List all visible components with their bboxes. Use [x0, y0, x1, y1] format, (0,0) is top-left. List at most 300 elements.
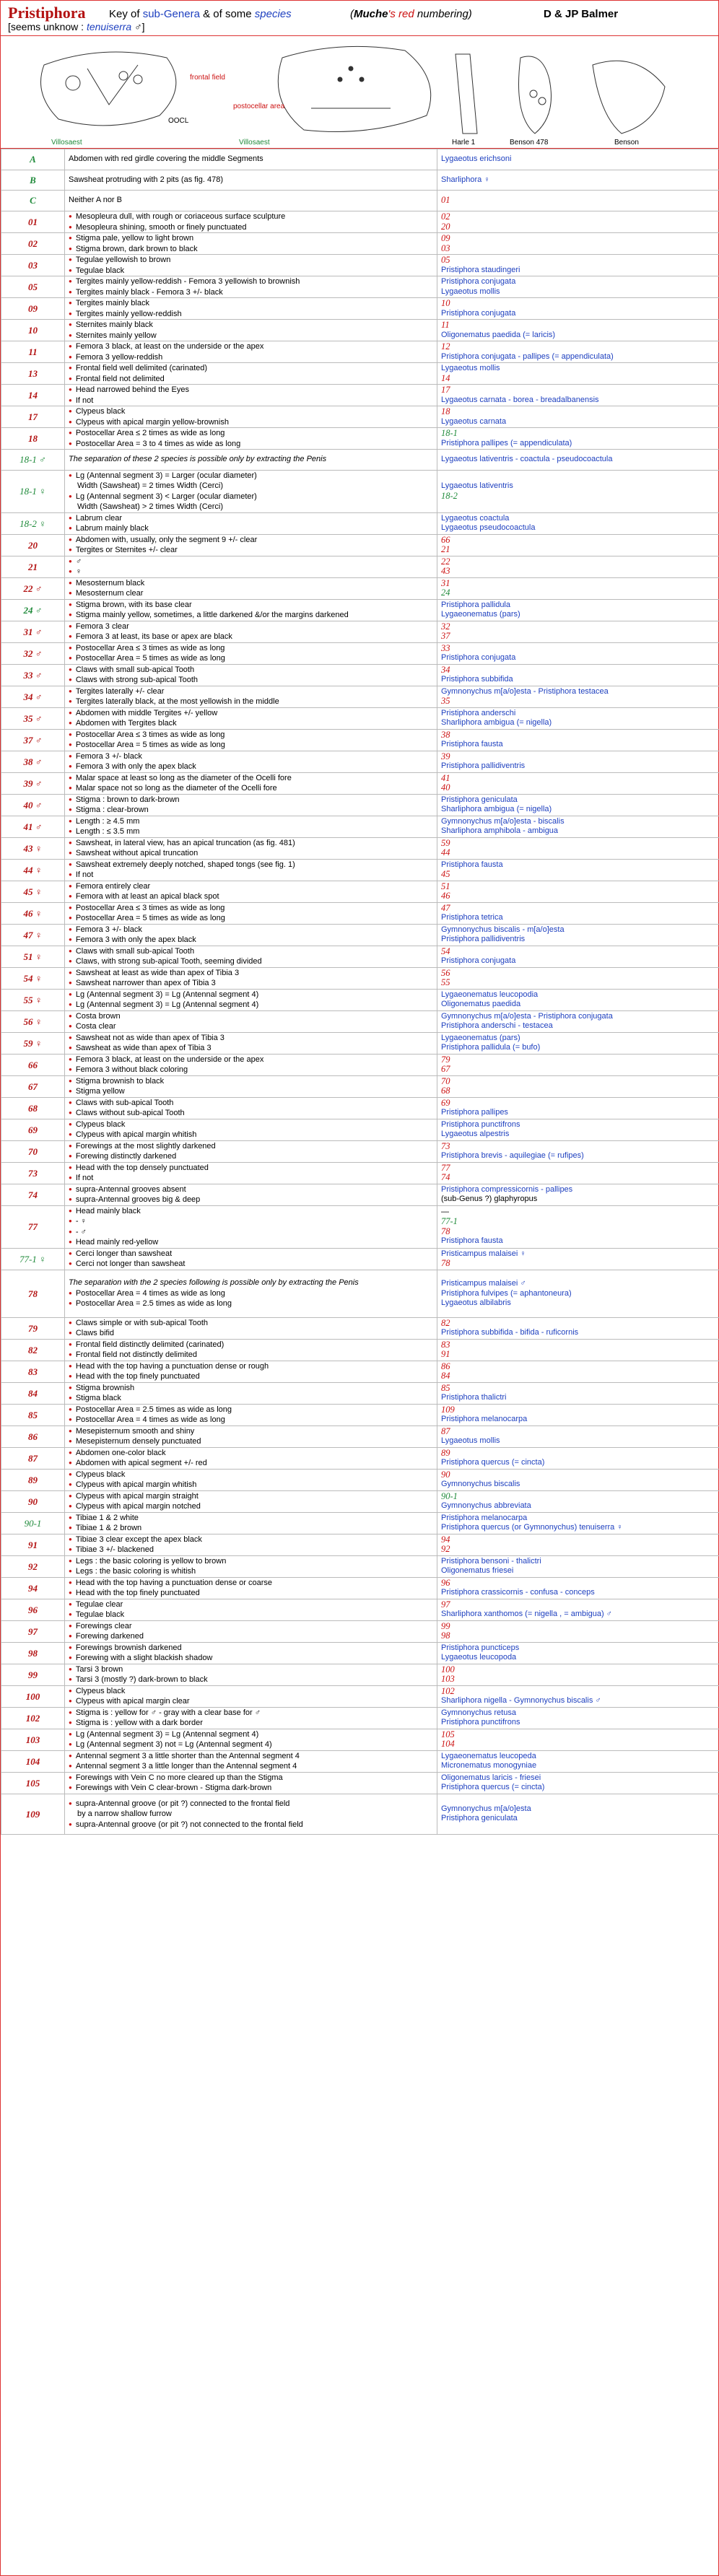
- couplet-link[interactable]: 92: [441, 1544, 450, 1555]
- couplet-lead: ● Lg (Antennal segment 3) = Larger (ocular diameter): [69, 471, 433, 481]
- taxon-name: Lygaeotus lativentris: [441, 481, 513, 491]
- couplet-lead: ● Mesopleura dull, with rough or coriaceous surface sculpture: [69, 211, 433, 222]
- key-row: [1, 1119, 719, 1140]
- couplet-link[interactable]: 91: [441, 1349, 450, 1360]
- couplet-link[interactable]: 34: [441, 664, 450, 675]
- couplet-link[interactable]: 77: [441, 1162, 450, 1173]
- couplet-description: [65, 320, 437, 341]
- couplet-description: [65, 1599, 437, 1620]
- couplet-link[interactable]: 54: [441, 946, 450, 956]
- couplet-lead: ● Tergites laterally black, at the most yellowish in the middle: [69, 697, 433, 707]
- couplet-number: 97: [1, 1620, 65, 1642]
- couplet-number: 18-1 ♂: [1, 450, 65, 471]
- couplet-lead: ● Mesepisternum densely punctuated: [69, 1436, 433, 1447]
- couplet-result: [437, 946, 719, 967]
- label-villosaest-1: Villosaest: [51, 139, 82, 147]
- couplet-lead: ● Head with the top having a punctuation dense or rough: [69, 1361, 433, 1372]
- couplet-result: [437, 450, 719, 471]
- couplet-link[interactable]: 103: [441, 1674, 455, 1685]
- couplet-lead: ● Mesosternum black: [69, 578, 433, 589]
- couplet-link[interactable]: 98: [441, 1630, 450, 1641]
- couplet-description: [65, 1339, 437, 1361]
- couplet-result: [437, 881, 719, 902]
- couplet-number: 10: [1, 320, 65, 341]
- taxon-name: Lygaeotus lativentris - coactula - pseudocoactula: [441, 455, 613, 464]
- couplet-description: [65, 1162, 437, 1184]
- taxon-name: Lygaeotus erichsoni: [441, 154, 512, 164]
- key-row: [1, 967, 719, 989]
- couplet-link[interactable]: 68: [441, 1086, 450, 1096]
- couplet-link[interactable]: 38: [441, 729, 450, 740]
- couplet-link[interactable]: 40: [441, 782, 450, 793]
- couplet-link[interactable]: 79: [441, 1054, 450, 1065]
- taxon-name: Lygaeotus carnata: [441, 416, 507, 426]
- couplet-lead: ● ♀: [69, 567, 433, 577]
- couplet-number: 31 ♂: [1, 621, 65, 642]
- couplet-lead: ● Frontal field not distinctly delimited: [69, 1350, 433, 1361]
- couplet-link[interactable]: 12: [441, 341, 450, 352]
- couplet-lead: Width (Sawsheat) = 2 times Width (Cerci): [77, 481, 224, 491]
- couplet-result: [437, 512, 719, 534]
- couplet-result: [437, 1707, 719, 1729]
- couplet-result: [437, 1555, 719, 1577]
- couplet-lead: ● Sawsheat extremely deeply notched, shaped tongs (see fig. 1): [69, 860, 433, 870]
- taxon-name: Pristiphora pallidula (= bufo): [441, 1043, 541, 1052]
- taxon-name: Pristiphora conjugata: [441, 956, 516, 966]
- couplet-link[interactable]: 11: [441, 320, 450, 331]
- couplet-result: [437, 1361, 719, 1382]
- couplet-link[interactable]: 89: [441, 1447, 450, 1458]
- taxon-name: Lygaeotus coactula: [441, 513, 510, 523]
- couplet-link[interactable]: 51: [441, 881, 450, 891]
- key-row: [1, 1707, 719, 1729]
- couplet-lead: ● Clypeus black: [69, 1686, 433, 1697]
- couplet-link[interactable]: 74: [441, 1172, 450, 1183]
- couplet-lead: ● - ♂: [69, 1227, 433, 1238]
- taxon-name: Pristiphora bensoni - thalictri: [441, 1556, 541, 1566]
- illustrations-strip: [1, 36, 718, 149]
- couplet-lead: ● Tergites mainly yellow-reddish - Femora 3 yellowish to brownish: [69, 276, 433, 287]
- couplet-number: 82: [1, 1339, 65, 1361]
- couplet-result: [437, 385, 719, 406]
- couplet-result: [437, 1577, 719, 1599]
- couplet-result: [437, 859, 719, 881]
- couplet-number: 22 ♂: [1, 577, 65, 599]
- couplet-link[interactable]: 32: [441, 621, 450, 632]
- couplet-link[interactable]: 77-1: [441, 1216, 458, 1227]
- couplet-link[interactable]: 97: [441, 1599, 450, 1610]
- couplet-lead: ● Postocellar Area ≤ 3 times as wide as long: [69, 643, 433, 654]
- taxon-name: Pristiphora subbifida: [441, 675, 513, 684]
- couplet-lead: Neither A nor B: [69, 196, 122, 205]
- key-row: [1, 534, 719, 556]
- couplet-description: [65, 1140, 437, 1162]
- key-row: [1, 1425, 719, 1447]
- couplet-description: [65, 686, 437, 707]
- couplet-lead: ● Lg (Antennal segment 3) = Lg (Antennal segment 4): [69, 990, 433, 1000]
- couplet-description: [65, 859, 437, 881]
- couplet-link[interactable]: 69: [441, 1097, 450, 1108]
- couplet-link[interactable]: 73: [441, 1140, 450, 1151]
- couplet-lead: ● Tergites mainly black - Femora 3 +/- black: [69, 287, 433, 298]
- taxon-name: Gymnonychus biscalis - m[a/o]esta: [441, 925, 565, 934]
- couplet-link[interactable]: 43: [441, 566, 450, 577]
- key-row: [1, 1620, 719, 1642]
- couplet-description: [65, 470, 437, 512]
- couplet-link[interactable]: 56: [441, 967, 450, 978]
- numbering-note: [350, 8, 472, 20]
- key-row: [1, 686, 719, 707]
- taxon-name: Pristiphora conjugata: [441, 308, 516, 318]
- taxon-name: Gymnonychus retusa: [441, 1708, 516, 1717]
- couplet-lead: ● Forewing distinctly darkened: [69, 1151, 433, 1162]
- couplet-description: [65, 707, 437, 729]
- couplet-link[interactable]: 22: [441, 556, 450, 567]
- taxon-name: Gymnonychus m[a/o]esta - Pristiphora testacea: [441, 686, 609, 696]
- couplet-lead: ● Lg (Antennal segment 3) = Lg (Antennal segment 4): [69, 1000, 433, 1010]
- couplet-link[interactable]: 33: [441, 642, 450, 653]
- couplet-lead: ● Claws, with strong sub-apical Tooth, seeming divided: [69, 956, 433, 967]
- couplet-link[interactable]: 14: [441, 372, 450, 383]
- taxon-name: Pristiphora melanocarpa: [441, 1415, 528, 1424]
- couplet-result: [437, 1075, 719, 1097]
- couplet-lead: ● Legs : the basic coloring is yellow to brown: [69, 1556, 433, 1567]
- couplet-lead: ● - ♀: [69, 1216, 433, 1227]
- couplet-number: 99: [1, 1664, 65, 1685]
- couplet-lead: ● Sternites mainly yellow: [69, 331, 433, 341]
- couplet-link[interactable]: 100: [441, 1664, 455, 1675]
- couplet-link[interactable]: 87: [441, 1425, 450, 1436]
- label-harle: Harle 1: [452, 139, 476, 147]
- genus-title: Pristiphora: [8, 4, 86, 22]
- couplet-link[interactable]: 39: [441, 751, 450, 761]
- couplet-result: [437, 707, 719, 729]
- taxon-name: Pristiphora fausta: [441, 1236, 503, 1246]
- couplet-result: [437, 428, 719, 450]
- couplet-link[interactable]: 59: [441, 837, 450, 848]
- couplet-link[interactable]: 18-2: [441, 490, 458, 501]
- couplet-number: A: [1, 149, 65, 170]
- couplet-lead: ● Head with the top finely punctuated: [69, 1588, 433, 1599]
- couplet-link[interactable]: 78: [441, 1226, 450, 1236]
- couplet-lead: ● Abdomen with Tergites black: [69, 718, 433, 729]
- couplet-lead: ● supra-Antennal groove (or pit ?) connected to the frontal field: [69, 1799, 433, 1809]
- couplet-number: 46 ♀: [1, 902, 65, 924]
- couplet-link[interactable]: 67: [441, 1064, 450, 1075]
- couplet-link[interactable]: 20: [441, 221, 450, 232]
- couplet-number: 34 ♂: [1, 686, 65, 707]
- couplet-link[interactable]: 86: [441, 1361, 450, 1371]
- couplet-number: 37 ♂: [1, 729, 65, 751]
- couplet-link[interactable]: 99: [441, 1620, 450, 1631]
- taxon-name: Lygaeonematus leucopeda: [441, 1751, 536, 1760]
- couplet-lead: ● Postocellar Area = 4 times as wide as long: [69, 1288, 433, 1299]
- couplet-description: [65, 534, 437, 556]
- taxon-name: Pristiphora geniculata: [441, 1814, 518, 1823]
- couplet-link[interactable]: 78: [441, 1258, 450, 1269]
- couplet-number: 103: [1, 1729, 65, 1750]
- couplet-link[interactable]: 83: [441, 1339, 450, 1350]
- couplet-lead: ● Femora 3 clear: [69, 621, 433, 632]
- key-row: [1, 1512, 719, 1534]
- couplet-result: [437, 298, 719, 320]
- taxon-name: Gymnonychus abbreviata: [441, 1501, 531, 1511]
- label-frontal-field: frontal field: [190, 74, 225, 82]
- couplet-lead: ● Claws with small sub-apical Tooth: [69, 665, 433, 676]
- couplet-link[interactable]: 90: [441, 1469, 450, 1480]
- couplet-link[interactable]: 70: [441, 1075, 450, 1086]
- couplet-note: The separation of these 2 species is possible only by extracting the Penis: [69, 455, 327, 464]
- couplet-lead: ● Abdomen with, usually, only the segment 9 +/- clear: [69, 535, 433, 546]
- couplet-description: [65, 1032, 437, 1054]
- couplet-description: [65, 967, 437, 989]
- couplet-link[interactable]: 03: [441, 243, 450, 253]
- couplet-result: [437, 1642, 719, 1664]
- couplet-number: 89: [1, 1469, 65, 1490]
- taxon-name: Pristiphora quercus (= cincta): [441, 1458, 545, 1467]
- couplet-lead: ● Mesepisternum smooth and shiny: [69, 1426, 433, 1437]
- key-row: [1, 1404, 719, 1425]
- couplet-number: 01: [1, 211, 65, 233]
- couplet-number: 18-2 ♀: [1, 512, 65, 534]
- sawsheath-sketch-478: [519, 56, 552, 134]
- antenna-sketch: [456, 54, 477, 134]
- label-oocl: OOCL: [168, 117, 189, 125]
- couplet-link[interactable]: 46: [441, 891, 450, 901]
- label-benson-478: Benson 478: [510, 139, 549, 147]
- couplet-link[interactable]: 35: [441, 696, 450, 707]
- couplet-lead: ● supra-Antennal grooves big & deep: [69, 1195, 433, 1205]
- couplet-link[interactable]: 01: [441, 195, 450, 206]
- couplet-link[interactable]: 109: [441, 1404, 455, 1415]
- unknown-species: tenuiserra: [86, 21, 132, 32]
- key-row: [1, 1162, 719, 1184]
- couplet-link[interactable]: 37: [441, 631, 450, 642]
- couplet-result: [437, 149, 719, 170]
- couplet-number: 69: [1, 1119, 65, 1140]
- couplet-link[interactable]: 21: [441, 544, 450, 555]
- taxon-name: Lygaeonematus (pars): [441, 1033, 520, 1042]
- couplet-lead: ● Forewings brownish darkened: [69, 1643, 433, 1654]
- couplet-description: [65, 837, 437, 859]
- couplet-lead: ● Stigma brownish to black: [69, 1076, 433, 1087]
- couplet-link[interactable]: 82: [441, 1317, 450, 1328]
- couplet-result: [437, 1664, 719, 1685]
- couplet-description: [65, 1447, 437, 1469]
- couplet-link[interactable]: 31: [441, 577, 450, 588]
- couplet-number: 02: [1, 233, 65, 255]
- couplet-result: [437, 1620, 719, 1642]
- key-row: [1, 946, 719, 967]
- key-row: [1, 255, 719, 276]
- couplet-link[interactable]: 90-1: [441, 1490, 458, 1501]
- couplet-description: [65, 1772, 437, 1794]
- couplet-result: [437, 470, 719, 512]
- couplet-lead: ● Tergites or Sternites +/- clear: [69, 545, 433, 556]
- couplet-number: 98: [1, 1642, 65, 1664]
- couplet-number: 44 ♀: [1, 859, 65, 881]
- taxon-name: Lygaeonematus (pars): [441, 610, 520, 619]
- couplet-result: [437, 1750, 719, 1772]
- couplet-number: 90: [1, 1490, 65, 1512]
- couplet-lead: ● Costa brown: [69, 1011, 433, 1022]
- couplet-link[interactable]: 96: [441, 1577, 450, 1588]
- couplet-description: [65, 170, 437, 191]
- couplet-result: [437, 642, 719, 664]
- couplet-link[interactable]: 10: [441, 298, 450, 309]
- couplet-number: 68: [1, 1097, 65, 1119]
- couplet-result: [437, 1404, 719, 1425]
- couplet-description: [65, 1577, 437, 1599]
- couplet-description: [65, 1270, 437, 1317]
- couplet-result: [437, 233, 719, 255]
- taxon-name: Pristiphora pallidiventris: [441, 761, 526, 771]
- couplet-number: 20: [1, 534, 65, 556]
- couplet-link[interactable]: 45: [441, 869, 450, 880]
- couplet-link[interactable]: 09: [441, 233, 450, 244]
- couplet-link[interactable]: 18-1: [441, 428, 458, 439]
- couplet-lead: by a narrow shallow furrow: [77, 1809, 172, 1818]
- couplet-result: [437, 341, 719, 363]
- couplet-result: [437, 191, 719, 211]
- couplet-description: [65, 341, 437, 363]
- couplet-link[interactable]: 55: [441, 977, 450, 988]
- couplet-lead: ● Forewings with Vein C clear-brown - Stigma dark-brown: [69, 1783, 433, 1794]
- couplet-lead: ● Postocellar Area ≤ 3 times as wide as long: [69, 730, 433, 741]
- couplet-link[interactable]: 105: [441, 1729, 455, 1739]
- couplet-number: 05: [1, 276, 65, 298]
- couplet-lead: ● supra-Antennal groove (or pit ?) not connected to the frontal field: [69, 1820, 433, 1830]
- couplet-result: [437, 1447, 719, 1469]
- couplet-lead: ● Clypeus with apical margin notched: [69, 1501, 433, 1512]
- couplet-lead: ● Head narrowed behind the Eyes: [69, 385, 433, 396]
- key-row: [1, 1054, 719, 1075]
- authors: D & JP Balmer: [544, 8, 619, 20]
- couplet-lead: ● Postocellar Area = 5 times as wide as long: [69, 740, 433, 751]
- key-row: [1, 1382, 719, 1404]
- key-row: [1, 341, 719, 363]
- couplet-lead: ● Malar space at least so long as the diameter of the Ocelli fore: [69, 773, 433, 784]
- couplet-result: [437, 534, 719, 556]
- taxon-name: Pristiphora geniculata: [441, 795, 518, 804]
- morphology-illustrations: [1, 36, 718, 148]
- couplet-number: 32 ♂: [1, 642, 65, 664]
- header: [1, 1, 718, 36]
- couplet-lead: ● Head with the top finely punctuated: [69, 1371, 433, 1382]
- key-row: [1, 902, 719, 924]
- couplet-link[interactable]: 84: [441, 1371, 450, 1381]
- couplet-number: 21: [1, 556, 65, 577]
- couplet-result: [437, 276, 719, 298]
- couplet-result: [437, 577, 719, 599]
- couplet-description: [65, 1425, 437, 1447]
- key-row: [1, 729, 719, 751]
- couplet-lead: ● Frontal field distinctly delimited (carinated): [69, 1340, 433, 1350]
- couplet-number: 77: [1, 1205, 65, 1248]
- taxon-name: Pristiphora quercus (= cincta): [441, 1783, 545, 1792]
- couplet-link[interactable]: 41: [441, 772, 450, 783]
- couplet-number: 67: [1, 1075, 65, 1097]
- couplet-lead: ● Postocellar Area = 3 to 4 times as wide as long: [69, 439, 433, 450]
- taxon-name: Pristiphora pallidiventris: [441, 935, 526, 944]
- couplet-description: [65, 428, 437, 450]
- couplet-link[interactable]: 17: [441, 385, 450, 396]
- couplet-description: [65, 1750, 437, 1772]
- key-row: [1, 1642, 719, 1664]
- couplet-link[interactable]: 24: [441, 588, 450, 598]
- couplet-description: [65, 1404, 437, 1425]
- couplet-link[interactable]: 18: [441, 406, 450, 417]
- key-row: [1, 1577, 719, 1599]
- key-row: [1, 989, 719, 1010]
- couplet-number: B: [1, 170, 65, 191]
- taxon-name: Pristiphora fulvipes (= aphantoneura): [441, 1288, 572, 1298]
- couplet-link[interactable]: 47: [441, 902, 450, 913]
- couplet-lead: ● Sawsheat as wide than apex of Tibia 3: [69, 1043, 433, 1054]
- taxon-name: Pristiphora punctifrons: [441, 1119, 520, 1129]
- key-row: [1, 924, 719, 946]
- num-note-open: (: [350, 8, 354, 20]
- couplet-lead: ● Antennal segment 3 a little longer than the Antennal segment 4: [69, 1761, 433, 1772]
- couplet-lead: ● Tibiae 1 & 2 white: [69, 1513, 433, 1524]
- couplet-link[interactable]: 05: [441, 255, 450, 266]
- key-row: [1, 363, 719, 385]
- couplet-number: 11: [1, 341, 65, 363]
- couplet-number: 105: [1, 1772, 65, 1794]
- couplet-lead: Abdomen with red girdle covering the middle Segments: [69, 154, 263, 164]
- couplet-lead: ● Femora entirely clear: [69, 881, 433, 892]
- couplet-result: [437, 1184, 719, 1205]
- couplet-link[interactable]: 02: [441, 211, 450, 222]
- couplet-description: [65, 1119, 437, 1140]
- couplet-number: 03: [1, 255, 65, 276]
- couplet-description: [65, 577, 437, 599]
- head-dorsal-sketch: [41, 52, 176, 126]
- couplet-link[interactable]: 104: [441, 1739, 455, 1750]
- taxon-name: Pristiphora conjugata: [441, 277, 516, 287]
- taxon-name: Pristiphora staudingeri: [441, 265, 520, 274]
- couplet-lead: ● Forewings at the most slightly darkened: [69, 1141, 433, 1152]
- couplet-lead: ● Head with the top having a punctuation dense or coarse: [69, 1578, 433, 1589]
- couplet-lead: ● Mesosternum clear: [69, 588, 433, 599]
- couplet-link[interactable]: 102: [441, 1685, 455, 1696]
- key-species: species: [254, 8, 292, 20]
- key-row: [1, 1664, 719, 1685]
- couplet-number: 55 ♀: [1, 989, 65, 1010]
- taxon-name: Gymnonychus biscalis: [441, 1480, 520, 1489]
- couplet-description: [65, 1642, 437, 1664]
- couplet-link[interactable]: 44: [441, 847, 450, 858]
- key-row: [1, 1447, 719, 1469]
- couplet-lead: ● Femora 3 at least, its base or apex are black: [69, 632, 433, 642]
- couplet-number: 92: [1, 1555, 65, 1577]
- couplet-link[interactable]: 66: [441, 534, 450, 545]
- couplet-number: 90-1: [1, 1512, 65, 1534]
- couplet-result: [437, 1382, 719, 1404]
- couplet-result: [437, 1685, 719, 1707]
- couplet-description: [65, 233, 437, 255]
- couplet-description: [65, 642, 437, 664]
- couplet-lead: ● Legs : the basic coloring is whitish: [69, 1566, 433, 1577]
- couplet-link[interactable]: 94: [441, 1534, 450, 1545]
- couplet-lead: ● supra-Antennal grooves absent: [69, 1184, 433, 1195]
- couplet-description: [65, 1469, 437, 1490]
- couplet-lead: ● Postocellar Area = 5 times as wide as long: [69, 913, 433, 924]
- couplet-lead: ● Head mainly black: [69, 1206, 433, 1217]
- couplet-number: 38 ♂: [1, 751, 65, 772]
- couplet-link[interactable]: 85: [441, 1382, 450, 1393]
- key-row: [1, 191, 719, 211]
